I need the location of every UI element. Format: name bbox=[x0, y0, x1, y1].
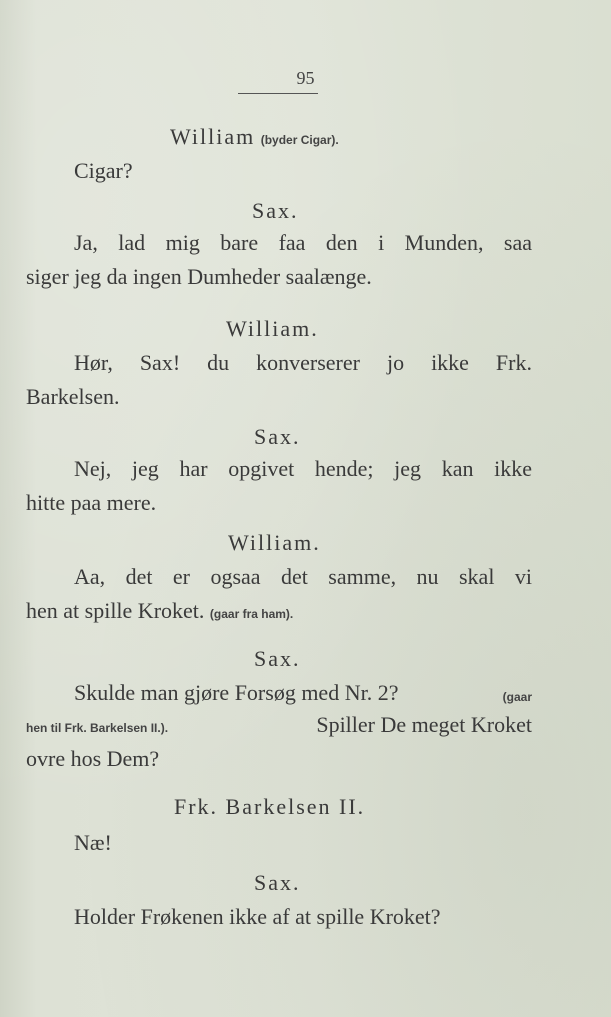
speaker-name: Frk. Barkelsen II. bbox=[174, 794, 366, 819]
speaker-name: William bbox=[170, 124, 256, 149]
dialogue-line: Hør, Sax! du konverserer jo ikke Frk. bbox=[74, 350, 532, 375]
header-rule bbox=[238, 93, 318, 94]
dialogue-line: Nej, jeg har opgivet hende; jeg kan ikke bbox=[74, 456, 532, 481]
stage-direction: hen til Frk. Barkelsen II.). bbox=[26, 721, 169, 735]
dialogue-line: hitte paa mere. bbox=[26, 490, 157, 515]
stage-direction: (gaar fra ham). bbox=[209, 607, 294, 621]
dialogue-line: Aa, det er ogsaa det samme, nu skal vi bbox=[74, 564, 532, 589]
dialogue-line: siger jeg da ingen Dumheder saalænge. bbox=[26, 264, 372, 289]
page-number: 95 bbox=[296, 68, 315, 88]
stage-direction: (byder Cigar). bbox=[260, 133, 339, 147]
speaker-name: Sax. bbox=[254, 424, 301, 449]
dialogue-line: Ja, lad mig bare faa den i Munden, saa bbox=[74, 230, 532, 255]
speaker-name: Sax. bbox=[254, 646, 301, 671]
speaker-name: Sax. bbox=[254, 870, 301, 895]
dialogue-line: Næ! bbox=[74, 830, 112, 855]
speaker-name: William. bbox=[226, 316, 319, 341]
dialogue-line: ovre hos Dem? bbox=[26, 746, 160, 771]
speaker-line bbox=[170, 124, 339, 153]
dialogue-text: Spiller De meget Kroket bbox=[316, 712, 532, 737]
dialogue-line bbox=[26, 598, 293, 627]
dialogue-line bbox=[74, 680, 532, 710]
dialogue-line bbox=[26, 712, 532, 741]
dialogue-text: Skulde man gjøre Forsøg med Nr. 2? bbox=[74, 680, 399, 705]
speaker-name: William. bbox=[228, 530, 321, 555]
stage-direction: (gaar bbox=[502, 690, 532, 704]
dialogue-text: hen at spille Kroket. bbox=[26, 598, 205, 623]
speaker-name: Sax. bbox=[252, 198, 299, 223]
dialogue-line: Cigar? bbox=[74, 158, 133, 183]
dialogue-line: Barkelsen. bbox=[26, 384, 120, 409]
dialogue-line: Holder Frøkenen ikke af at spille Kroket? bbox=[74, 904, 441, 929]
